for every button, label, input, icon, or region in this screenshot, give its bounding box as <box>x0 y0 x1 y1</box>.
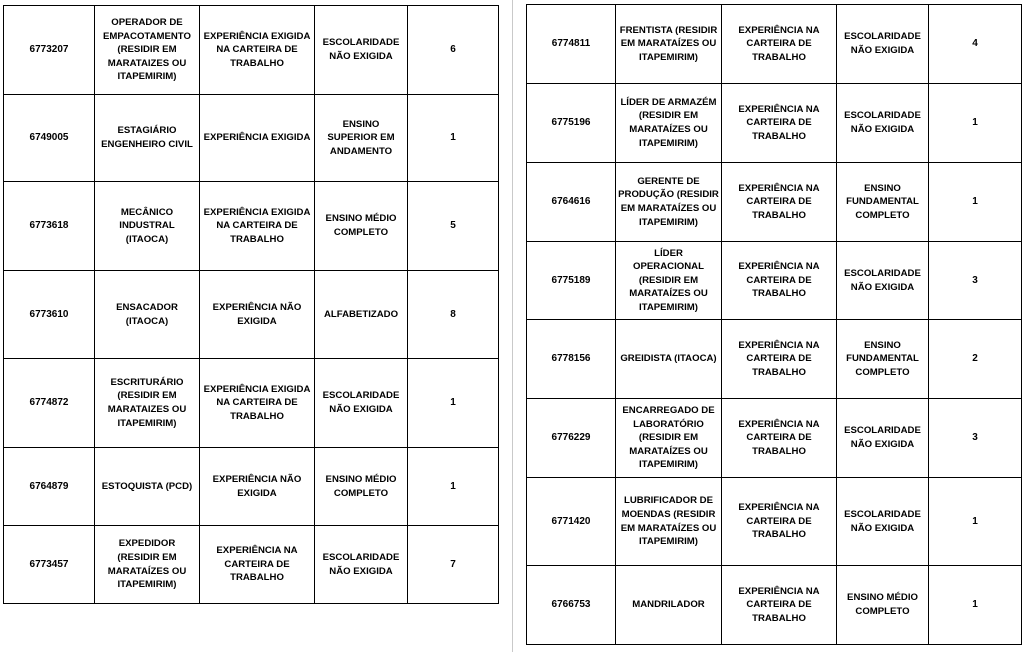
job-education: ESCOLARIDADE NÃO EXIGIDA <box>315 6 408 95</box>
job-experience: EXPERIÊNCIA NA CARTEIRA DE TRABALHO <box>200 526 315 604</box>
job-code: 6773618 <box>4 182 95 271</box>
job-experience: EXPERIÊNCIA EXIGIDA <box>200 95 315 182</box>
job-vacancies: 1 <box>929 163 1022 242</box>
job-education: ALFABETIZADO <box>315 271 408 359</box>
table-row <box>527 163 1022 242</box>
job-title: ENCARREGADO DE LABORATÓRIO (RESIDIR EM MARATAÍZES OU ITAPEMIRIM) <box>616 399 722 478</box>
table-row <box>527 478 1022 566</box>
job-experience: EXPERIÊNCIA NA CARTEIRA DE TRABALHO <box>722 5 837 84</box>
job-title: ESCRITURÁRIO (RESIDIR EM MARATAIZES OU ITAPEMIRIM) <box>95 359 200 448</box>
job-code: 6774811 <box>527 5 616 84</box>
table-row <box>4 359 499 448</box>
job-vacancies: 1 <box>408 359 499 448</box>
job-experience: EXPERIÊNCIA NA CARTEIRA DE TRABALHO <box>722 84 837 163</box>
job-title: LUBRIFICADOR DE MOENDAS (RESIDIR EM MARATAÍZES OU ITAPEMIRIM) <box>616 478 722 566</box>
job-education: ESCOLARIDADE NÃO EXIGIDA <box>837 5 929 84</box>
job-code: 6775196 <box>527 84 616 163</box>
job-table-left <box>3 5 499 604</box>
job-vacancies: 8 <box>408 271 499 359</box>
job-code: 6764616 <box>527 163 616 242</box>
job-code: 6778156 <box>527 320 616 399</box>
job-education: ESCOLARIDADE NÃO EXIGIDA <box>837 242 929 320</box>
job-education: ENSINO FUNDAMENTAL COMPLETO <box>837 163 929 242</box>
job-code: 6775189 <box>527 242 616 320</box>
job-title: GERENTE DE PRODUÇÃO (RESIDIR EM MARATAÍZES OU ITAPEMIRIM) <box>616 163 722 242</box>
job-education: ENSINO MÉDIO COMPLETO <box>315 448 408 526</box>
job-education: ESCOLARIDADE NÃO EXIGIDA <box>837 478 929 566</box>
job-title: ENSACADOR (ITAOCA) <box>95 271 200 359</box>
job-vacancies: 1 <box>408 448 499 526</box>
job-vacancies: 1 <box>929 84 1022 163</box>
job-vacancies: 2 <box>929 320 1022 399</box>
table-row <box>4 448 499 526</box>
page-divider <box>512 0 513 652</box>
job-vacancies: 5 <box>408 182 499 271</box>
job-code: 6749005 <box>4 95 95 182</box>
job-code: 6771420 <box>527 478 616 566</box>
job-education: ESCOLARIDADE NÃO EXIGIDA <box>315 526 408 604</box>
job-experience: EXPERIÊNCIA NA CARTEIRA DE TRABALHO <box>722 163 837 242</box>
table-row <box>4 95 499 182</box>
job-code: 6773457 <box>4 526 95 604</box>
job-experience: EXPERIÊNCIA NÃO EXIGIDA <box>200 448 315 526</box>
job-experience: EXPERIÊNCIA EXIGIDA NA CARTEIRA DE TRABALHO <box>200 6 315 95</box>
job-title: ESTOQUISTA (PCD) <box>95 448 200 526</box>
job-experience: EXPERIÊNCIA EXIGIDA NA CARTEIRA DE TRABALHO <box>200 182 315 271</box>
job-code: 6773610 <box>4 271 95 359</box>
job-code: 6774872 <box>4 359 95 448</box>
job-vacancies: 7 <box>408 526 499 604</box>
job-vacancies: 1 <box>929 566 1022 645</box>
job-education: ESCOLARIDADE NÃO EXIGIDA <box>315 359 408 448</box>
job-title: LÍDER OPERACIONAL (RESIDIR EM MARATAÍZES OU ITAPEMIRIM) <box>616 242 722 320</box>
job-title: MANDRILADOR <box>616 566 722 645</box>
job-education: ENSINO MÉDIO COMPLETO <box>837 566 929 645</box>
job-title: GREIDISTA (ITAOCA) <box>616 320 722 399</box>
job-title: ESTAGIÁRIO ENGENHEIRO CIVIL <box>95 95 200 182</box>
job-code: 6766753 <box>527 566 616 645</box>
job-code: 6776229 <box>527 399 616 478</box>
job-education: ESCOLARIDADE NÃO EXIGIDA <box>837 84 929 163</box>
table-row <box>527 320 1022 399</box>
table-row <box>4 6 499 95</box>
job-experience: EXPERIÊNCIA EXIGIDA NA CARTEIRA DE TRABALHO <box>200 359 315 448</box>
job-vacancies: 3 <box>929 242 1022 320</box>
job-vacancies: 1 <box>929 478 1022 566</box>
table-row <box>527 399 1022 478</box>
job-experience: EXPERIÊNCIA NA CARTEIRA DE TRABALHO <box>722 399 837 478</box>
table-row <box>4 182 499 271</box>
job-experience: EXPERIÊNCIA NA CARTEIRA DE TRABALHO <box>722 566 837 645</box>
job-education: ENSINO MÉDIO COMPLETO <box>315 182 408 271</box>
job-experience: EXPERIÊNCIA NA CARTEIRA DE TRABALHO <box>722 242 837 320</box>
job-title: LÍDER DE ARMAZÉM (RESIDIR EM MARATAÍZES OU ITAPEMIRIM) <box>616 84 722 163</box>
job-experience: EXPERIÊNCIA NA CARTEIRA DE TRABALHO <box>722 320 837 399</box>
job-experience: EXPERIÊNCIA NÃO EXIGIDA <box>200 271 315 359</box>
job-education: ENSINO SUPERIOR EM ANDAMENTO <box>315 95 408 182</box>
job-title: OPERADOR DE EMPACOTAMENTO (RESIDIR EM MARATAIZES OU ITAPEMIRIM) <box>95 6 200 95</box>
job-title: FRENTISTA (RESIDIR EM MARATAÍZES OU ITAPEMIRIM) <box>616 5 722 84</box>
table-row <box>527 242 1022 320</box>
table-row <box>4 526 499 604</box>
table-row <box>527 84 1022 163</box>
table-row <box>4 271 499 359</box>
job-title: MECÂNICO INDUSTRAL (ITAOCA) <box>95 182 200 271</box>
table-row <box>527 5 1022 84</box>
job-table-right <box>526 4 1022 645</box>
job-title: EXPEDIDOR (RESIDIR EM MARATAÍZES OU ITAPEMIRIM) <box>95 526 200 604</box>
job-vacancies: 4 <box>929 5 1022 84</box>
job-code: 6764879 <box>4 448 95 526</box>
job-vacancies: 1 <box>408 95 499 182</box>
table-row <box>527 566 1022 645</box>
job-vacancies: 6 <box>408 6 499 95</box>
job-education: ENSINO FUNDAMENTAL COMPLETO <box>837 320 929 399</box>
job-code: 6773207 <box>4 6 95 95</box>
job-education: ESCOLARIDADE NÃO EXIGIDA <box>837 399 929 478</box>
job-experience: EXPERIÊNCIA NA CARTEIRA DE TRABALHO <box>722 478 837 566</box>
job-vacancies: 3 <box>929 399 1022 478</box>
